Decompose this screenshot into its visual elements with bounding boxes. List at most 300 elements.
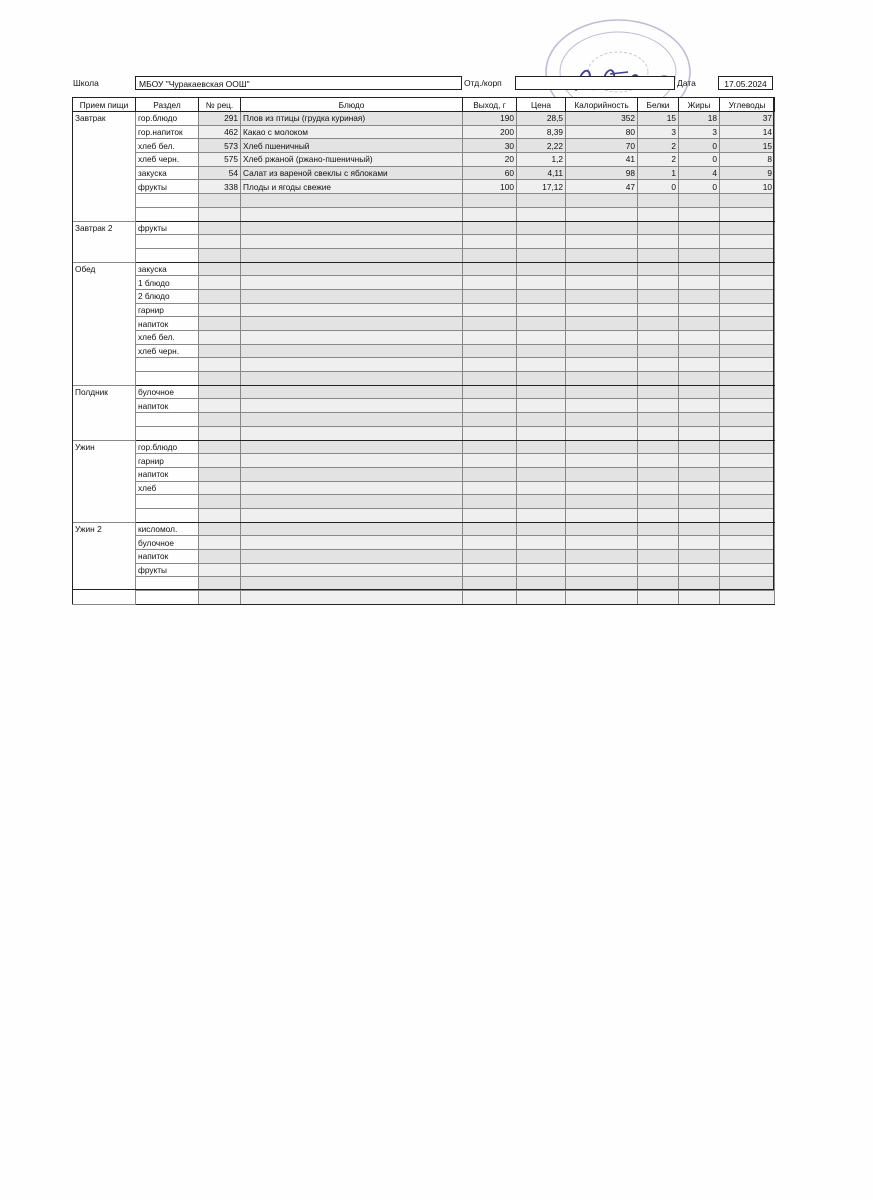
table-row (73, 358, 775, 372)
cell-section: 1 блюдо (136, 276, 199, 290)
table-row (73, 399, 775, 413)
cell-yield (463, 481, 517, 495)
cell-fat (679, 426, 720, 440)
cell-dish (241, 399, 463, 413)
cell-dish (241, 303, 463, 317)
cell-dish (241, 289, 463, 303)
cell-carbs: 9 (720, 166, 775, 180)
cell-fat (679, 536, 720, 550)
cell-yield: 200 (463, 125, 517, 139)
cell-section: хлеб бел. (136, 139, 199, 153)
cell-dish (241, 317, 463, 331)
table-row (73, 413, 775, 427)
cell-yield (463, 577, 517, 591)
cell-section (136, 577, 199, 591)
cell-section: гор.блюдо (136, 440, 199, 454)
table-row (73, 385, 775, 399)
cell-dish (241, 413, 463, 427)
cell-calories: 352 (566, 112, 638, 126)
cell-carbs (720, 207, 775, 221)
cell-section: 2 блюдо (136, 289, 199, 303)
cell-carbs: 37 (720, 112, 775, 126)
header-calories-col: Калорийность (566, 98, 638, 112)
cell-calories (566, 276, 638, 290)
cell-yield (463, 440, 517, 454)
cell-price (517, 358, 566, 372)
cell-dish (241, 358, 463, 372)
cell-section (136, 591, 199, 605)
cell-yield (463, 467, 517, 481)
cell-calories (566, 358, 638, 372)
cell-fat (679, 550, 720, 564)
cell-carbs (720, 235, 775, 249)
cell-carbs (720, 372, 775, 386)
cell-calories (566, 303, 638, 317)
cell-price: 8,39 (517, 125, 566, 139)
cell-recipe (199, 276, 241, 290)
cell-fat (679, 508, 720, 522)
cell-section: булочное (136, 385, 199, 399)
cell-protein (638, 550, 679, 564)
cell-recipe (199, 467, 241, 481)
cell-carbs: 8 (720, 153, 775, 167)
cell-calories (566, 467, 638, 481)
cell-calories: 80 (566, 125, 638, 139)
cell-price: 1,2 (517, 153, 566, 167)
cell-section (136, 413, 199, 427)
cell-recipe: 291 (199, 112, 241, 126)
cell-carbs (720, 467, 775, 481)
cell-yield: 20 (463, 153, 517, 167)
cell-calories (566, 262, 638, 276)
cell-price (517, 550, 566, 564)
cell-fat (679, 235, 720, 249)
department-field (515, 76, 675, 90)
table-row (73, 221, 775, 235)
header-section-col: Раздел (136, 98, 199, 112)
cell-dish (241, 508, 463, 522)
cell-carbs: 15 (720, 139, 775, 153)
cell-section: гарнир (136, 454, 199, 468)
cell-carbs (720, 522, 775, 536)
cell-price (517, 522, 566, 536)
cell-section (136, 235, 199, 249)
header-recipe-col: № рец. (199, 98, 241, 112)
cell-price (517, 577, 566, 591)
cell-fat (679, 413, 720, 427)
cell-carbs: 14 (720, 125, 775, 139)
table-row (73, 166, 775, 180)
table-row (73, 508, 775, 522)
cell-yield (463, 276, 517, 290)
cell-price (517, 289, 566, 303)
cell-section: напиток (136, 399, 199, 413)
cell-price: 28,5 (517, 112, 566, 126)
cell-protein (638, 331, 679, 345)
table-row (73, 481, 775, 495)
cell-carbs (720, 563, 775, 577)
cell-protein: 2 (638, 139, 679, 153)
cell-recipe (199, 372, 241, 386)
cell-protein (638, 591, 679, 605)
cell-recipe (199, 413, 241, 427)
cell-protein: 0 (638, 180, 679, 194)
cell-dish (241, 426, 463, 440)
cell-dish (241, 262, 463, 276)
meal-name-cell: Завтрак (73, 112, 136, 222)
meal-name-cell: Полдник (73, 385, 136, 440)
cell-recipe (199, 536, 241, 550)
school-name-field: МБОУ "Чуракаевская ООШ" (135, 76, 462, 90)
cell-carbs (720, 289, 775, 303)
cell-dish (241, 563, 463, 577)
cell-section: фрукты (136, 180, 199, 194)
cell-calories (566, 591, 638, 605)
table-row (73, 276, 775, 290)
cell-fat (679, 289, 720, 303)
cell-recipe (199, 194, 241, 208)
cell-dish (241, 440, 463, 454)
cell-carbs (720, 248, 775, 262)
cell-dish (241, 550, 463, 564)
cell-recipe: 575 (199, 153, 241, 167)
cell-yield: 190 (463, 112, 517, 126)
table-row (73, 317, 775, 331)
cell-yield (463, 522, 517, 536)
cell-carbs (720, 331, 775, 345)
cell-carbs (720, 194, 775, 208)
cell-calories (566, 563, 638, 577)
cell-dish: Плов из птицы (грудка куриная) (241, 112, 463, 126)
cell-protein (638, 495, 679, 509)
cell-calories (566, 495, 638, 509)
cell-fat (679, 399, 720, 413)
cell-recipe (199, 317, 241, 331)
cell-recipe (199, 248, 241, 262)
cell-price (517, 303, 566, 317)
cell-yield (463, 262, 517, 276)
cell-fat (679, 577, 720, 591)
cell-fat: 0 (679, 180, 720, 194)
cell-calories (566, 550, 638, 564)
cell-price (517, 413, 566, 427)
cell-calories (566, 426, 638, 440)
cell-fat (679, 303, 720, 317)
date-label: Дата (677, 78, 696, 88)
cell-price (517, 440, 566, 454)
cell-calories (566, 399, 638, 413)
cell-carbs (720, 413, 775, 427)
table-row (73, 262, 775, 276)
cell-fat (679, 440, 720, 454)
cell-section: закуска (136, 262, 199, 276)
cell-protein (638, 248, 679, 262)
cell-carbs (720, 481, 775, 495)
cell-section: кисломол. (136, 522, 199, 536)
header-protein-col: Белки (638, 98, 679, 112)
cell-section (136, 372, 199, 386)
cell-fat (679, 372, 720, 386)
cell-recipe (199, 495, 241, 509)
cell-section: хлеб бел. (136, 331, 199, 345)
cell-carbs: 10 (720, 180, 775, 194)
cell-price (517, 536, 566, 550)
cell-section (136, 495, 199, 509)
cell-recipe (199, 303, 241, 317)
table-row (73, 344, 775, 358)
cell-fat (679, 481, 720, 495)
cell-recipe (199, 481, 241, 495)
table-row (73, 303, 775, 317)
cell-recipe (199, 440, 241, 454)
cell-price: 4,11 (517, 166, 566, 180)
cell-recipe (199, 235, 241, 249)
cell-calories: 98 (566, 166, 638, 180)
cell-price (517, 194, 566, 208)
cell-carbs (720, 495, 775, 509)
cell-yield (463, 248, 517, 262)
cell-fat: 3 (679, 125, 720, 139)
cell-calories (566, 522, 638, 536)
cell-section (136, 426, 199, 440)
cell-fat (679, 221, 720, 235)
cell-section: фрукты (136, 221, 199, 235)
table-row (73, 440, 775, 454)
cell-price (517, 276, 566, 290)
cell-price (517, 426, 566, 440)
cell-carbs (720, 344, 775, 358)
cell-yield (463, 591, 517, 605)
cell-price: 2,22 (517, 139, 566, 153)
cell-carbs (720, 550, 775, 564)
cell-section: гор.блюдо (136, 112, 199, 126)
cell-protein (638, 563, 679, 577)
cell-carbs (720, 536, 775, 550)
cell-recipe (199, 426, 241, 440)
cell-recipe (199, 344, 241, 358)
table-row (73, 153, 775, 167)
cell-protein (638, 262, 679, 276)
cell-dish (241, 372, 463, 386)
cell-yield (463, 399, 517, 413)
table-row (73, 563, 775, 577)
cell-carbs (720, 262, 775, 276)
cell-calories (566, 536, 638, 550)
cell-fat (679, 344, 720, 358)
cell-yield: 60 (463, 166, 517, 180)
cell-yield (463, 303, 517, 317)
header-dish-col: Блюдо (241, 98, 463, 112)
table-row (73, 577, 775, 591)
cell-price (517, 508, 566, 522)
table-row (73, 180, 775, 194)
cell-yield (463, 563, 517, 577)
cell-fat (679, 207, 720, 221)
cell-yield (463, 235, 517, 249)
table-row (73, 235, 775, 249)
cell-dish (241, 536, 463, 550)
cell-dish (241, 495, 463, 509)
cell-price (517, 221, 566, 235)
header-price-col: Цена (517, 98, 566, 112)
table-row (73, 591, 775, 605)
cell-fat (679, 276, 720, 290)
cell-carbs (720, 591, 775, 605)
cell-section: гор.напиток (136, 125, 199, 139)
cell-protein (638, 303, 679, 317)
cell-yield (463, 317, 517, 331)
cell-fat (679, 467, 720, 481)
cell-dish (241, 221, 463, 235)
cell-recipe (199, 454, 241, 468)
cell-price (517, 207, 566, 221)
cell-yield: 30 (463, 139, 517, 153)
cell-calories (566, 221, 638, 235)
cell-price (517, 481, 566, 495)
cell-dish (241, 248, 463, 262)
cell-calories: 70 (566, 139, 638, 153)
cell-dish (241, 344, 463, 358)
table-row (73, 289, 775, 303)
cell-yield (463, 454, 517, 468)
cell-protein (638, 522, 679, 536)
date-field: 17.05.2024 (718, 76, 773, 90)
cell-protein (638, 426, 679, 440)
cell-dish (241, 467, 463, 481)
cell-dish: Хлеб ржаной (ржано-пшеничный) (241, 153, 463, 167)
cell-yield (463, 495, 517, 509)
cell-yield (463, 536, 517, 550)
cell-recipe (199, 399, 241, 413)
cell-recipe (199, 522, 241, 536)
cell-recipe (199, 577, 241, 591)
cell-price (517, 372, 566, 386)
cell-yield: 100 (463, 180, 517, 194)
cell-calories (566, 207, 638, 221)
cell-recipe (199, 358, 241, 372)
table-row (73, 207, 775, 221)
cell-section: напиток (136, 467, 199, 481)
cell-yield (463, 385, 517, 399)
cell-carbs (720, 317, 775, 331)
cell-recipe (199, 385, 241, 399)
cell-price (517, 262, 566, 276)
cell-fat (679, 454, 720, 468)
cell-fat (679, 385, 720, 399)
cell-recipe (199, 262, 241, 276)
cell-calories (566, 385, 638, 399)
cell-dish (241, 276, 463, 290)
table-row (73, 372, 775, 386)
cell-carbs (720, 358, 775, 372)
table-row (73, 112, 775, 126)
cell-yield (463, 221, 517, 235)
cell-dish: Хлеб пшеничный (241, 139, 463, 153)
cell-carbs (720, 221, 775, 235)
cell-yield (463, 344, 517, 358)
cell-price (517, 344, 566, 358)
cell-calories (566, 194, 638, 208)
cell-protein: 3 (638, 125, 679, 139)
cell-fat: 4 (679, 166, 720, 180)
cell-recipe: 338 (199, 180, 241, 194)
cell-yield (463, 413, 517, 427)
cell-recipe (199, 563, 241, 577)
cell-protein (638, 317, 679, 331)
cell-calories (566, 577, 638, 591)
cell-price (517, 331, 566, 345)
cell-price (517, 385, 566, 399)
table-row (73, 194, 775, 208)
header-meal-col: Прием пищи (73, 98, 136, 112)
cell-fat (679, 248, 720, 262)
cell-calories (566, 508, 638, 522)
table-row (73, 139, 775, 153)
cell-fat (679, 358, 720, 372)
department-label: Отд./корп (464, 78, 502, 88)
table-row (73, 125, 775, 139)
meal-name-cell: Ужин (73, 440, 136, 522)
cell-price (517, 467, 566, 481)
cell-protein (638, 454, 679, 468)
cell-price (517, 235, 566, 249)
cell-yield (463, 358, 517, 372)
cell-yield (463, 508, 517, 522)
cell-price (517, 454, 566, 468)
cell-section (136, 207, 199, 221)
cell-recipe (199, 207, 241, 221)
cell-section: хлеб (136, 481, 199, 495)
cell-calories (566, 372, 638, 386)
cell-calories: 41 (566, 153, 638, 167)
cell-protein (638, 289, 679, 303)
table-row (73, 331, 775, 345)
cell-dish (241, 235, 463, 249)
cell-protein (638, 440, 679, 454)
table-row (73, 454, 775, 468)
cell-section: фрукты (136, 563, 199, 577)
cell-protein (638, 385, 679, 399)
cell-carbs (720, 508, 775, 522)
cell-carbs (720, 577, 775, 591)
meal-name-cell: Обед (73, 262, 136, 385)
cell-fat: 0 (679, 139, 720, 153)
cell-yield (463, 331, 517, 345)
cell-carbs (720, 426, 775, 440)
cell-recipe (199, 591, 241, 605)
cell-protein (638, 467, 679, 481)
cell-fat: 0 (679, 153, 720, 167)
cell-section: напиток (136, 550, 199, 564)
header-carbs-col: Углеводы (720, 98, 775, 112)
table-row (73, 536, 775, 550)
cell-protein (638, 221, 679, 235)
cell-recipe (199, 331, 241, 345)
cell-section: хлеб черн. (136, 153, 199, 167)
cell-section (136, 194, 199, 208)
cell-yield (463, 372, 517, 386)
cell-fat (679, 317, 720, 331)
cell-protein (638, 194, 679, 208)
cell-calories (566, 344, 638, 358)
cell-price (517, 563, 566, 577)
header-fat-col: Жиры (679, 98, 720, 112)
cell-price (517, 399, 566, 413)
cell-carbs (720, 303, 775, 317)
cell-section (136, 508, 199, 522)
cell-dish (241, 577, 463, 591)
cell-yield (463, 550, 517, 564)
